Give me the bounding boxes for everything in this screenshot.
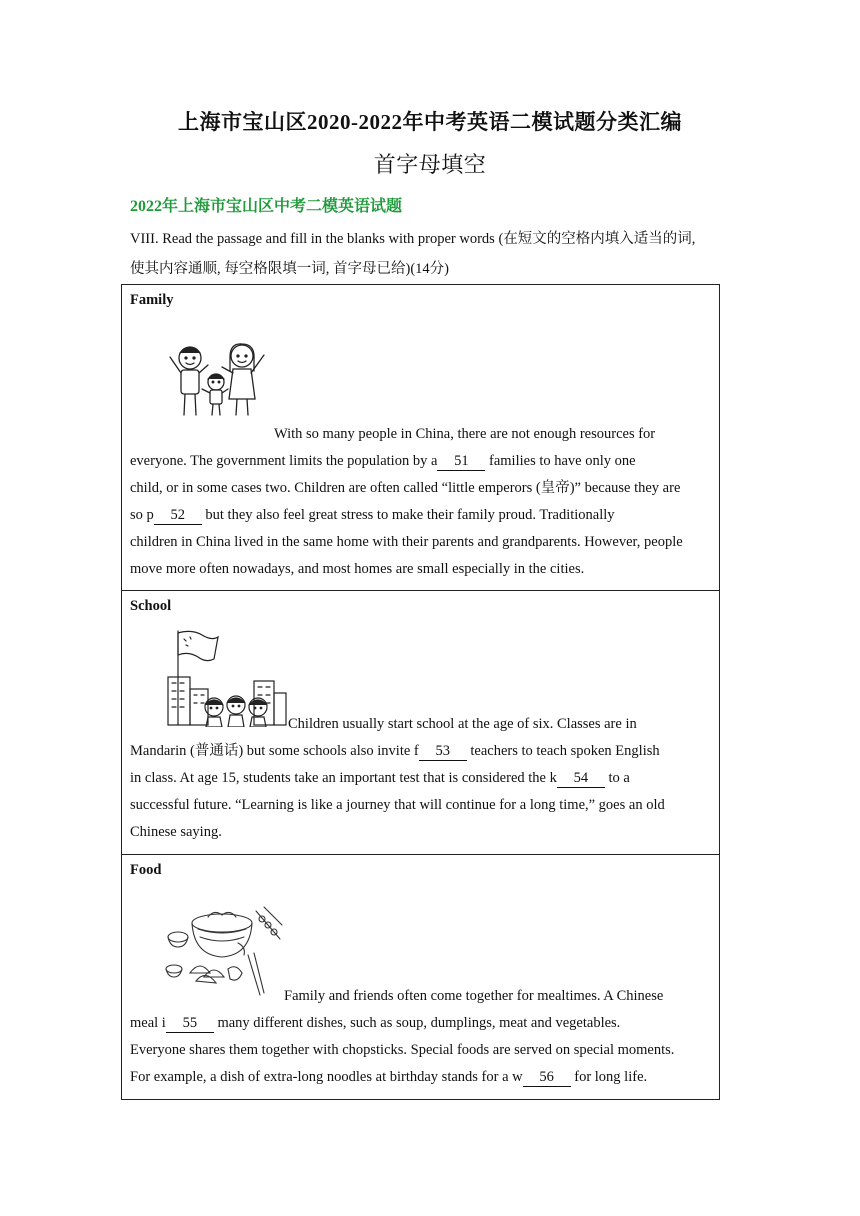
family-line-3: child, or in some cases two. Children are often called “little emperors (皇帝)” because they are <box>130 480 681 496</box>
food-cell <box>122 855 719 1099</box>
school-line-1: Children usually start school at the age of six. Classes are in <box>288 716 637 732</box>
instructions-line-2: 使其内容通顺, 每空格限填一词, 首字母已给)(14分) <box>130 261 449 277</box>
school-line-3a: in class. At age 15, students take an important test that is considered the k <box>130 770 557 786</box>
food-line-4 <box>130 1064 711 1091</box>
document-title: 上海市宝山区2020-2022年中考英语二模试题分类汇编 <box>178 110 682 134</box>
food-line-2b: many different dishes, such as soup, dumplings, meat and vegetables. <box>217 1015 621 1031</box>
food-text <box>130 983 711 1091</box>
family-line-4a: so p <box>130 507 154 523</box>
school-line-2a: Mandarin (普通话) but some schools also invite f <box>130 743 419 759</box>
instructions <box>130 224 730 284</box>
school-line-4: successful future. “Learning is like a journey that will continue for a long time,” goes an old <box>130 797 665 813</box>
family-line-2 <box>130 448 711 475</box>
food-line-3: Everyone shares them together with chopsticks. Special foods are served on special moments. <box>130 1042 675 1058</box>
school-line-2 <box>130 738 711 765</box>
family-line-4 <box>130 502 711 529</box>
family-line-2b: families to have only one <box>489 453 636 469</box>
food-line-1: Family and friends often come together for mealtimes. A Chinese <box>284 988 664 1004</box>
school-text <box>130 711 711 846</box>
family-line-1: With so many people in China, there are not enough resources for <box>274 426 656 442</box>
school-line-3 <box>130 765 711 792</box>
school-line-5: Chinese saying. <box>130 824 222 840</box>
food-line-2a: meal i <box>130 1015 166 1031</box>
blank-52[interactable]: 52 <box>154 506 202 525</box>
blank-51[interactable]: 51 <box>437 452 485 471</box>
family-title: Family <box>130 292 174 308</box>
family-line-2a: everyone. The government limits the population by a <box>130 453 438 469</box>
school-title: School <box>130 598 172 614</box>
family-line-6: move more often nowadays, and most homes are small especially in the cities. <box>130 561 585 577</box>
family-text <box>130 421 711 583</box>
school-cell <box>122 591 719 855</box>
food-line-4a: For example, a dish of extra-long noodles at birthday stands for a w <box>130 1069 523 1085</box>
food-line-4b: for long life. <box>574 1069 648 1085</box>
family-illustration-icon <box>160 343 276 417</box>
blank-53[interactable]: 53 <box>419 742 467 761</box>
food-line-2 <box>130 1010 711 1037</box>
family-line-4b: but they also feel great stress to make their family proud. Traditionally <box>205 507 615 523</box>
family-cell <box>122 285 719 591</box>
instructions-line-1: VIII. Read the passage and fill in the blanks with proper words (在短文的空格内填入适当的词, <box>130 231 696 247</box>
school-line-3b: to a <box>608 770 630 786</box>
family-line-5: children in China lived in the same home with their parents and grandparents. However, people <box>130 534 683 550</box>
blank-55[interactable]: 55 <box>166 1014 214 1033</box>
school-line-2b: teachers to teach spoken English <box>470 743 660 759</box>
food-title: Food <box>130 862 162 878</box>
blank-56[interactable]: 56 <box>523 1068 571 1087</box>
document-subtitle: 首字母填空 <box>373 152 487 177</box>
passage-table <box>121 284 720 1100</box>
blank-54[interactable]: 54 <box>557 769 605 788</box>
section-heading: 2022年上海市宝山区中考二模英语试题 <box>130 198 403 215</box>
